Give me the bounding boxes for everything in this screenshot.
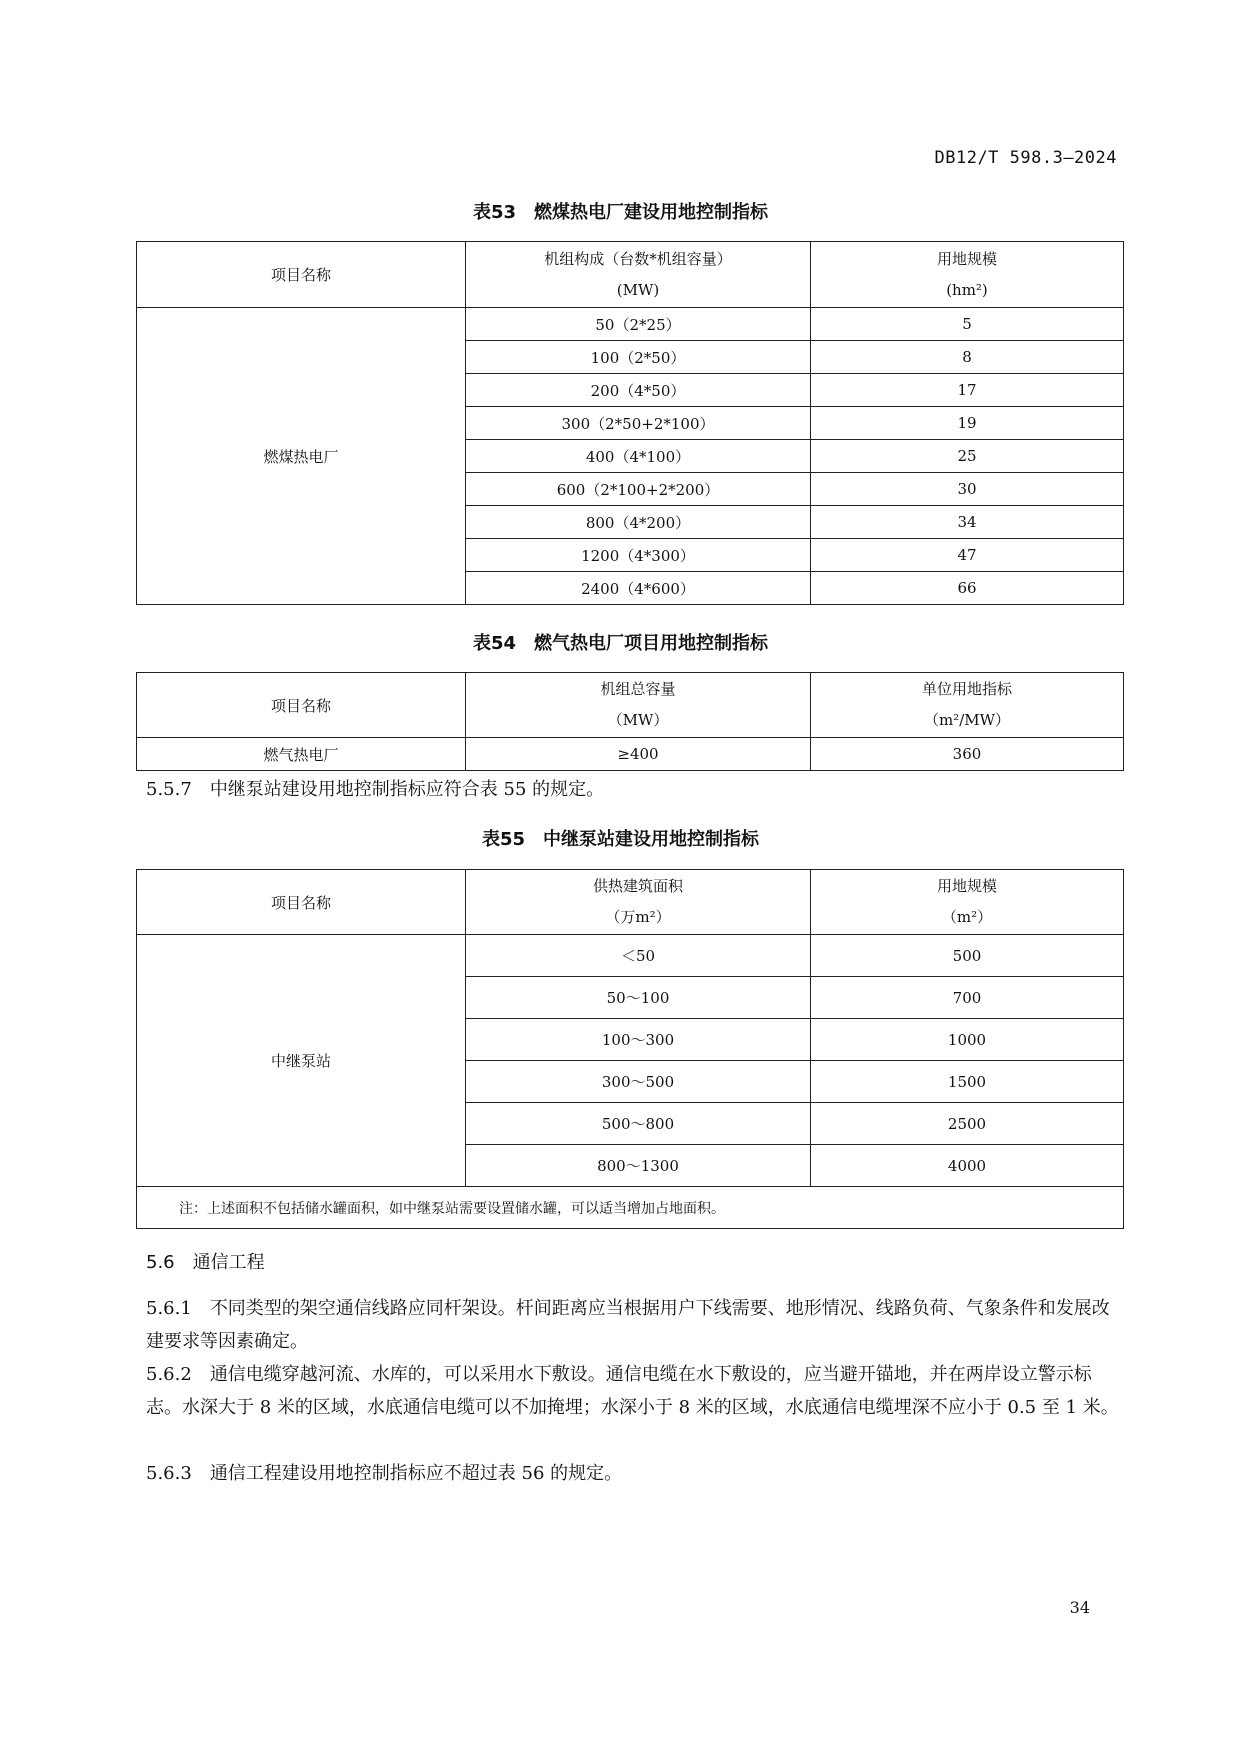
table54-name-cell: 燃气热电厂 [137, 738, 466, 771]
table55-header-row [137, 870, 1124, 935]
table55-note: 注：上述面积不包括储水罐面积，如中继泵站需要设置储水罐，可以适当增加占地面积。 [137, 1187, 1124, 1229]
clause-number: 5.5.7 [146, 779, 192, 800]
table55-area-cell: 700 [811, 977, 1124, 1019]
table53-config-cell: 2400（4*600） [466, 572, 811, 605]
table54 [136, 672, 1124, 771]
clause-text: 中继泵站建设用地控制指标应符合表 55 的规定。 [209, 779, 605, 800]
table53-area-cell: 25 [811, 440, 1124, 473]
clause-5-6-1 [146, 1292, 1122, 1358]
clause-5-5-7 [146, 773, 1122, 806]
table53-group-cell: 燃煤热电厂 [137, 308, 466, 605]
table55-range-cell: 500～800 [466, 1103, 811, 1145]
table55 [136, 869, 1124, 1229]
table53-config-cell: 50（2*25） [466, 308, 811, 341]
table53-config-cell: 600（2*100+2*200） [466, 473, 811, 506]
table55-area-cell: 1500 [811, 1061, 1124, 1103]
standard-code: DB12/T 598.3—2024 [934, 148, 1117, 168]
table55-area-cell: 4000 [811, 1145, 1124, 1187]
table53 [136, 241, 1124, 605]
table55-header-area: 用地规模 （m²） [811, 870, 1124, 935]
clause-text: 通信电缆穿越河流、水库的，可以采用水下敷设。通信电缆在水下敷设的，应当避开锚地，并在两岸设立警示标志。水深大于 8 米的区域，水底通信电缆可以不加掩埋；水深小于 8 米的区域，水底通信电缆埋深不应小于 0.5 至 1 米。 [146, 1364, 1119, 1418]
table53-header-area: 用地规模 (hm²) [811, 242, 1124, 308]
table54-header-capacity: 机组总容量 （MW） [466, 673, 811, 738]
table55-area-cell: 1000 [811, 1019, 1124, 1061]
table53-header-name: 项目名称 [137, 242, 466, 308]
table54-header-index: 单位用地指标 （m²/MW） [811, 673, 1124, 738]
table55-note-row [137, 1187, 1124, 1229]
table-row [137, 308, 1124, 341]
table53-config-cell: 100（2*50） [466, 341, 811, 374]
clause-number: 5.6.3 [146, 1463, 192, 1484]
clause-text: 通信工程建设用地控制指标应不超过表 56 的规定。 [209, 1463, 623, 1484]
section-title: 通信工程 [192, 1252, 265, 1273]
table53-area-cell: 17 [811, 374, 1124, 407]
table53-area-cell: 8 [811, 341, 1124, 374]
table55-range-cell: ＜50 [466, 935, 811, 977]
table53-area-cell: 30 [811, 473, 1124, 506]
table55-area-cell: 500 [811, 935, 1124, 977]
table53-config-cell: 1200（4*300） [466, 539, 811, 572]
table53-header-config: 机组构成（台数*机组容量） (MW) [466, 242, 811, 308]
table54-caption: 表54 燃气热电厂项目用地控制指标 [472, 633, 769, 654]
table55-group-cell: 中继泵站 [137, 935, 466, 1187]
table53-config-cell: 200（4*50） [466, 374, 811, 407]
table53-config-cell: 800（4*200） [466, 506, 811, 539]
table53-config-cell: 400（4*100） [466, 440, 811, 473]
table55-range-cell: 300～500 [466, 1061, 811, 1103]
page-number: 34 [1069, 1598, 1090, 1617]
table54-index-cell: 360 [811, 738, 1124, 771]
table55-range-cell: 800～1300 [466, 1145, 811, 1187]
clause-5-6-3 [146, 1457, 1122, 1490]
clause-5-6-2 [146, 1358, 1122, 1424]
table53-header-row [137, 242, 1124, 308]
table54-header-row [137, 673, 1124, 738]
clause-number: 5.6.2 [146, 1364, 192, 1385]
table54-header-name: 项目名称 [137, 673, 466, 738]
table53-area-cell: 19 [811, 407, 1124, 440]
clause-number: 5.6.1 [146, 1298, 192, 1319]
table53-caption: 表53 燃煤热电厂建设用地控制指标 [472, 202, 769, 223]
table53-area-cell: 66 [811, 572, 1124, 605]
table53-area-cell: 47 [811, 539, 1124, 572]
table-row [137, 738, 1124, 771]
table53-area-cell: 34 [811, 506, 1124, 539]
table54-capacity-cell: ≥400 [466, 738, 811, 771]
table55-range-cell: 100～300 [466, 1019, 811, 1061]
table55-range-cell: 50～100 [466, 977, 811, 1019]
table55-header-range: 供热建筑面积 （万m²） [466, 870, 811, 935]
section-5-6-heading [146, 1248, 265, 1274]
table-row [137, 935, 1124, 977]
table55-area-cell: 2500 [811, 1103, 1124, 1145]
clause-text: 不同类型的架空通信线路应同杆架设。杆间距离应当根据用户下线需要、地形情况、线路负荷、气象条件和发展改建要求等因素确定。 [146, 1298, 1110, 1352]
table53-area-cell: 5 [811, 308, 1124, 341]
table55-header-name: 项目名称 [137, 870, 466, 935]
table55-caption: 表55 中继泵站建设用地控制指标 [481, 829, 760, 850]
section-number: 5.6 [146, 1252, 175, 1273]
table53-config-cell: 300（2*50+2*100） [466, 407, 811, 440]
